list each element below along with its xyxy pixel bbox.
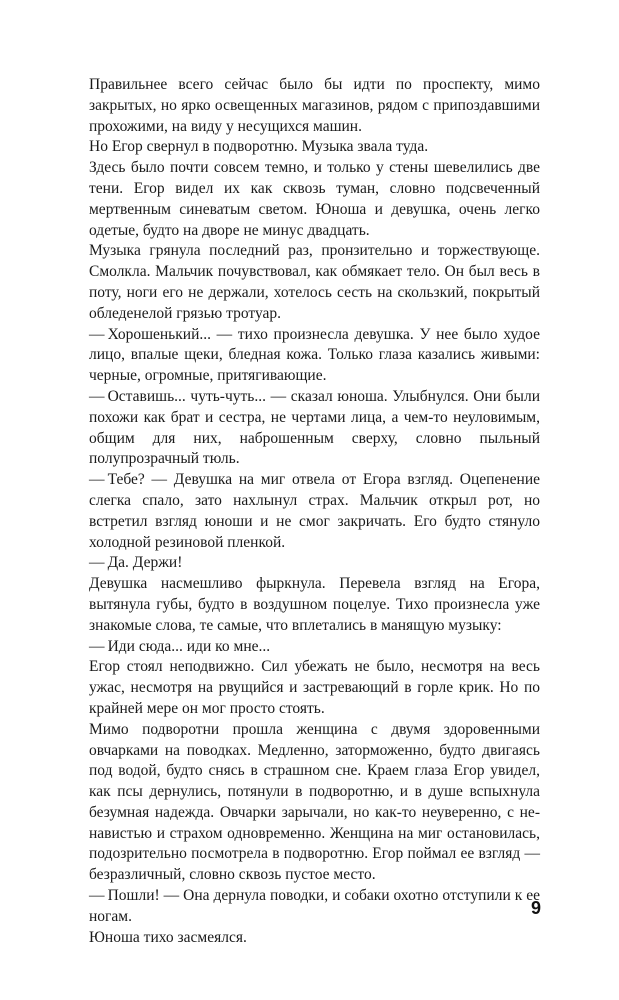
body-text: [89, 75, 540, 948]
paragraph: Мимо подворотни прошла женщина с двумя здоровенными овчарками на поводках. Медленно, заторможенно, будто двигаясь под водой, будто снясь в страшном сне. Краем глаза Егор увидел, как псы дернулись, потянули в подворотню, и в душе вспыхнула безумная надежда. Овчарки зарычали, но как-то неуверенно, с ненавистью и страхом одновременно. Женщина на миг остановилась, подозрительно посмотрела в подворотню. Егор поймал ее взгляд — безразличный, словно сквозь пустое место.: [89, 720, 540, 884]
paragraph: — Оставишь... чуть-чуть... — сказал юноша. Улыбнулся. Они были похожи как брат и сестра, не чертами лица, а чем-то неуловимым, общим для них, наброшенным сверху, словно пыльный полупрозрачный тюль.: [89, 387, 540, 468]
paragraph: Девушка насмешливо фыркнула. Перевела взгляд на Егора, вытянула губы, будто в воздушном поцелуе. Тихо произнесла уже знакомые слова, те самые, что вплетались в манящую музыку:: [89, 575, 540, 634]
paragraph: — Пошли! — Она дернула поводки, и собаки охотно отступили к ее ногам.: [89, 887, 540, 925]
paragraph: Юноша тихо засмеялся.: [89, 928, 247, 946]
paragraph: Но Егор свернул в подворотню. Музыка звала туда.: [89, 138, 429, 156]
paragraph: Здесь было почти совсем темно, и только у стены шевелились две тени. Егор видел их как сквозь туман, словно подсвеченный мертвенным синеватым светом. Юноша и девушка, очень легко одетые, будто на дворе не минус двадцать.: [89, 159, 540, 239]
paragraph: Правильнее всего сейчас было бы идти по проспекту, мимо закрытых, но ярко освещенных магазинов, рядом с припоздавшими прохожими, на виду у несущихся машин.: [89, 76, 540, 135]
page-number: 9: [530, 898, 541, 918]
paragraph: — Иди сюда... иди ко мне...: [89, 637, 271, 655]
paragraph: Егор стоял неподвижно. Сил убежать не было, несмотря на весь ужас, несмотря на рвущийся и застревающий в горле крик. Но по крайней мере он мог просто стоять.: [89, 658, 540, 717]
paragraph: — Тебе? — Девушка на миг отвела от Егора взгляд. Оцепенение слегка спало, зато нахлынул страх. Мальчик открыл рот, но встретил взгляд юноши и не смог закричать. Его будто стянуло холодной резиновой пленкой.: [89, 471, 540, 551]
paragraph: Музыка грянула последний раз, пронзительно и торжествующе. Смолкла. Мальчик почувствовал, как обмякает тело. Он был весь в поту, ноги его не держали, хотелось сесть на скользкий, покрытый обледенелой грязью тротуар.: [89, 242, 540, 322]
paragraph: — Хорошенький... — тихо произнесла девушка. У нее было худое лицо, впалые щеки, бледная кожа. Только глаза казались живыми: черные, огромные, притягивающие.: [89, 325, 540, 385]
paragraph: — Да. Держи!: [89, 554, 183, 572]
